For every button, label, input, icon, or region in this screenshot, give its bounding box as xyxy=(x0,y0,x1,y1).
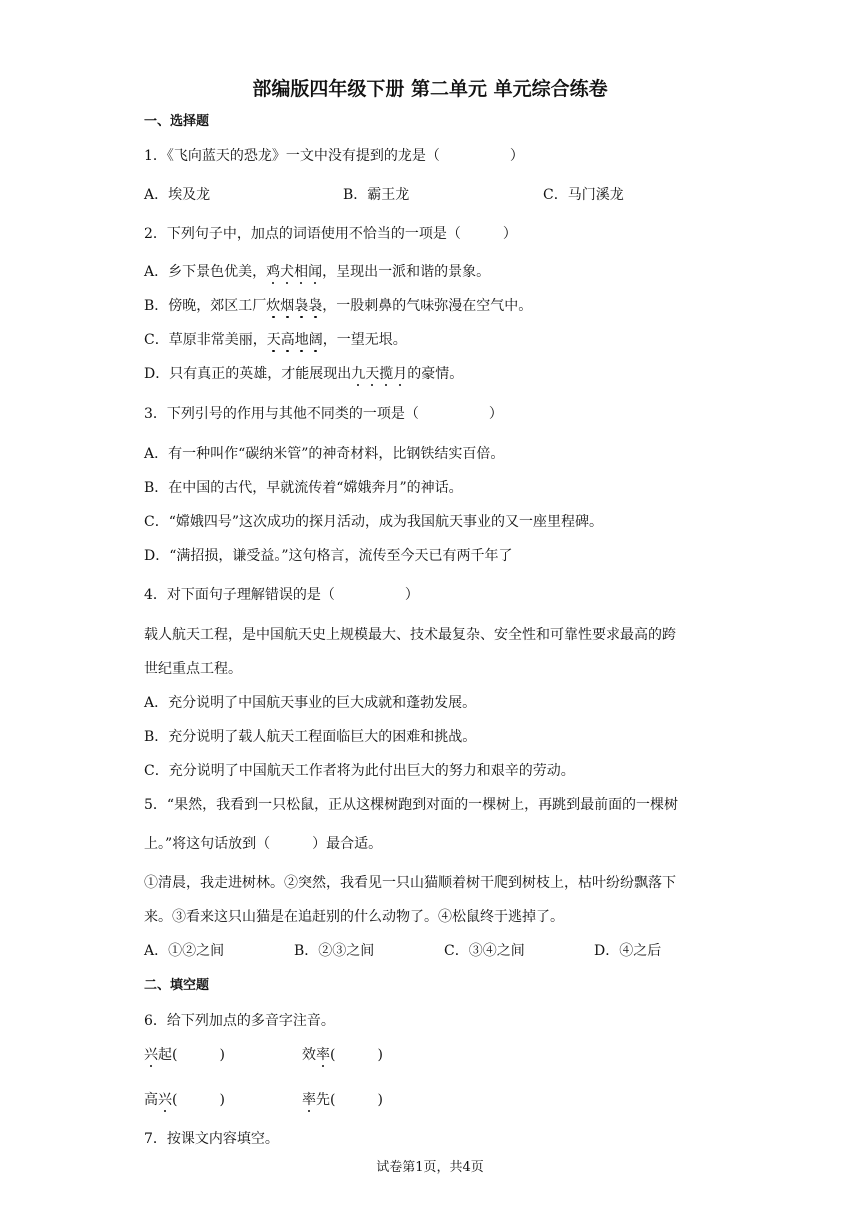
q2-option-b xyxy=(144,296,532,316)
q2-d-prefix: D．只有真正的英雄，才能展现出 xyxy=(144,366,352,382)
q3-option-a: A．有一种叫作“碳纳米管”的神奇材料，比钢铁结实百倍。 xyxy=(144,446,505,462)
q4-passage-line-2: 世纪重点工程。 xyxy=(144,661,242,677)
section-heading-choice: 一、选择题 xyxy=(144,114,210,129)
page-footer: 试卷第1页，共4页 xyxy=(376,1160,484,1175)
question-3-stem: 3．下列引号的作用与其他不同类的一项是（ ） xyxy=(144,406,503,422)
dotted-char: 揽 xyxy=(379,366,394,382)
q2-d-suffix: 的豪情。 xyxy=(407,366,464,382)
dotted-char: 率 xyxy=(302,1092,316,1108)
q3-option-b: B．在中国的古代，早就流传着“嫦娥奔月”的神话。 xyxy=(144,480,463,496)
q6-item-4 xyxy=(302,1090,383,1110)
dotted-char: 地 xyxy=(294,332,309,348)
dotted-char: 天 xyxy=(365,366,380,382)
q5-option-c: C．③④之间 xyxy=(444,943,525,959)
section-heading-fill: 二、填空题 xyxy=(144,978,210,993)
dotted-char: 袅 xyxy=(308,298,323,314)
q2-b-prefix: B．傍晚，郊区工厂 xyxy=(144,298,267,314)
dotted-char: 兴 xyxy=(158,1092,172,1108)
q6-item-rest: 起( ) xyxy=(158,1047,225,1063)
question-2-stem: 2．下列句子中，加点的词语使用不恰当的一项是（ ） xyxy=(144,226,517,242)
q2-option-a xyxy=(144,262,490,282)
q6-item-3 xyxy=(144,1090,225,1110)
q2-b-suffix: ，一股刺鼻的气味弥漫在空气中。 xyxy=(322,298,533,314)
q6-item-pre: 高 xyxy=(144,1092,158,1108)
q2-c-prefix: C．草原非常美丽， xyxy=(144,332,267,348)
q1-option-c: C．马门溪龙 xyxy=(543,187,624,203)
q6-item-1 xyxy=(144,1045,225,1065)
q6-item-rest: 先( ) xyxy=(316,1092,383,1108)
dotted-char: 阔 xyxy=(308,332,323,348)
q4-passage-line-1: 载人航天工程，是中国航天史上规模最大、技术最复杂、安全性和可靠性要求最高的跨 xyxy=(144,627,676,643)
dotted-char: 兴 xyxy=(144,1047,158,1063)
q2-option-d xyxy=(144,364,463,384)
q2-c-suffix: ，一望无垠。 xyxy=(322,332,407,348)
dotted-char: 高 xyxy=(280,332,295,348)
q1-option-a: A．埃及龙 xyxy=(144,187,211,203)
dotted-char: 相 xyxy=(294,264,309,280)
q6-item-rest: ( ) xyxy=(172,1092,225,1108)
q2-a-prefix: A．乡下景色优美， xyxy=(144,264,267,280)
question-7-stem: 7．按课文内容填空。 xyxy=(144,1131,279,1147)
q6-item-rest: ( ) xyxy=(330,1047,383,1063)
question-4-stem: 4．对下面句子理解错误的是（ ） xyxy=(144,587,419,603)
page-title: 部编版四年级下册 第二单元 单元综合练卷 xyxy=(252,78,608,100)
dotted-char: 月 xyxy=(393,366,408,382)
q5-option-a: A．①②之间 xyxy=(144,943,225,959)
question-6-stem: 6．给下列加点的多音字注音。 xyxy=(144,1013,335,1029)
q2-option-c xyxy=(144,330,407,350)
dotted-char: 鸡 xyxy=(266,264,281,280)
dotted-char: 炊 xyxy=(266,298,281,314)
q2-a-suffix: ，呈现出一派和谐的景象。 xyxy=(322,264,491,280)
q6-item-pre: 效 xyxy=(302,1047,316,1063)
dotted-char: 袅 xyxy=(294,298,309,314)
dotted-char: 九 xyxy=(351,366,366,382)
dotted-char: 率 xyxy=(316,1047,330,1063)
question-5-stem-line-2: 上。”将这句话放到（ ）最合适。 xyxy=(144,836,383,852)
q4-option-b: B．充分说明了载人航天工程面临巨大的困难和挑战。 xyxy=(144,729,477,745)
q5-passage-line-2: 来。③看来这只山猫是在追赶别的什么动物了。④松鼠终于逃掉了。 xyxy=(144,909,564,925)
dotted-char: 闻 xyxy=(308,264,323,280)
q5-option-d: D．④之后 xyxy=(594,943,662,959)
q6-item-2 xyxy=(302,1045,383,1065)
q5-option-b: B．②③之间 xyxy=(294,943,375,959)
q3-option-c: C．“嫦娥四号”这次成功的探月活动，成为我国航天事业的又一座里程碑。 xyxy=(144,514,604,530)
question-5-stem-line-1: 5．“果然，我看到一只松鼠，正从这棵树跑到对面的一棵树上，再跳到最前面的一棵树 xyxy=(144,797,679,813)
q1-option-b: B．霸王龙 xyxy=(343,187,410,203)
dotted-char: 烟 xyxy=(280,298,295,314)
q4-option-c: C．充分说明了中国航天工作者将为此付出巨大的努力和艰辛的劳动。 xyxy=(144,763,575,779)
dotted-char: 犬 xyxy=(280,264,295,280)
q3-option-d: D．“满招损，谦受益。”这句格言，流传至今天已有两千年了 xyxy=(144,548,513,564)
q5-passage-line-1: ①清晨，我走进树林。②突然，我看见一只山猫顺着树干爬到树枝上，枯叶纷纷飘落下 xyxy=(144,875,676,891)
q4-option-a: A．充分说明了中国航天事业的巨大成就和蓬勃发展。 xyxy=(144,695,477,711)
question-1-stem: 1．《飞向蓝天的恐龙》一文中没有提到的龙是（ ） xyxy=(144,148,524,164)
dotted-char: 天 xyxy=(266,332,281,348)
